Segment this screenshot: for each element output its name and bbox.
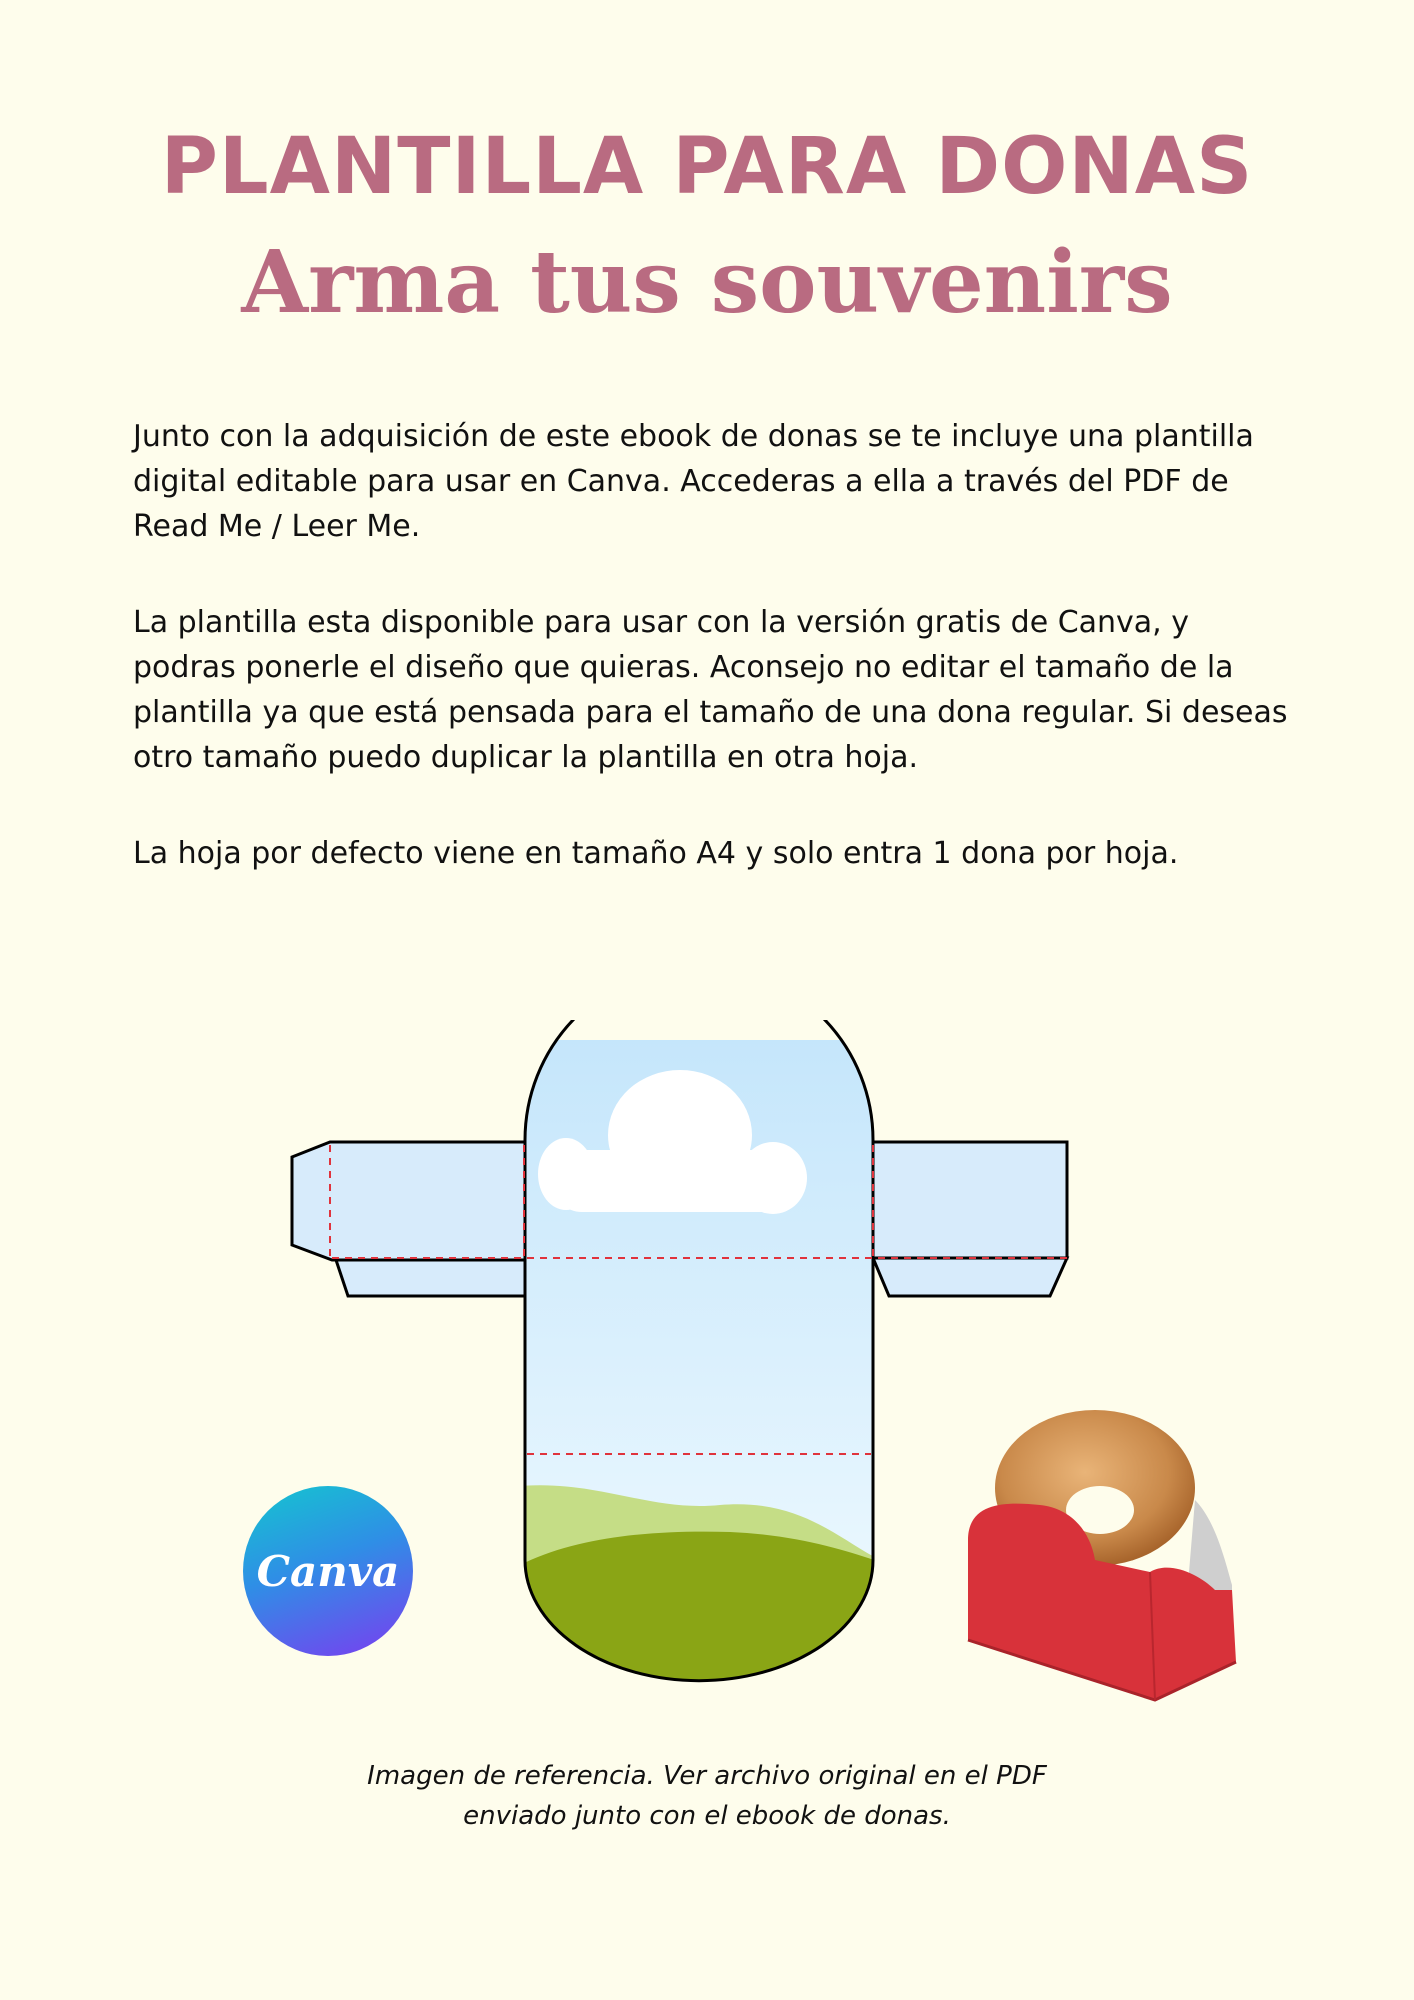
reference-caption [0,1756,1414,1836]
sheet-size-paragraph: La hoja por defecto viene en tamaño A4 y solo entra 1 dona por hoja. [133,836,1179,871]
usage-paragraph: La plantilla esta disponible para usar con la versión gratis de Canva, y podras ponerle el diseño que quieras. Aconsejo no editar el tamaño de la plantilla ya que está pensada para el tamaño de una dona regular. Si deseas otro tamaño puedo duplicar la plantilla en otra hoja. [133,605,1288,775]
right-tab [873,1258,1067,1296]
intro-paragraph: Junto con la adquisición de este ebook de donas se te incluye una plantilla digital editable para usar en Canva. Accederas a ella a través del PDF de Read Me / Leer Me. [133,419,1254,544]
grass-ground [520,1532,880,1700]
page-subtitle: Arma tus souvenirs [241,232,1173,333]
donut-box-photo-illustration [960,1400,1250,1710]
left-tab [336,1260,525,1296]
left-flap [292,1142,525,1260]
right-flap [873,1142,1067,1258]
canva-logo [243,1486,413,1656]
page-title: PLANTILLA PARA DONAS [160,122,1254,212]
caption-line-1: Imagen de referencia. Ver archivo original en el PDF [367,1761,1047,1791]
canva-logo-text: Canva [256,1546,400,1596]
caption-line-2: enviado junto con el ebook de donas. [463,1801,951,1831]
